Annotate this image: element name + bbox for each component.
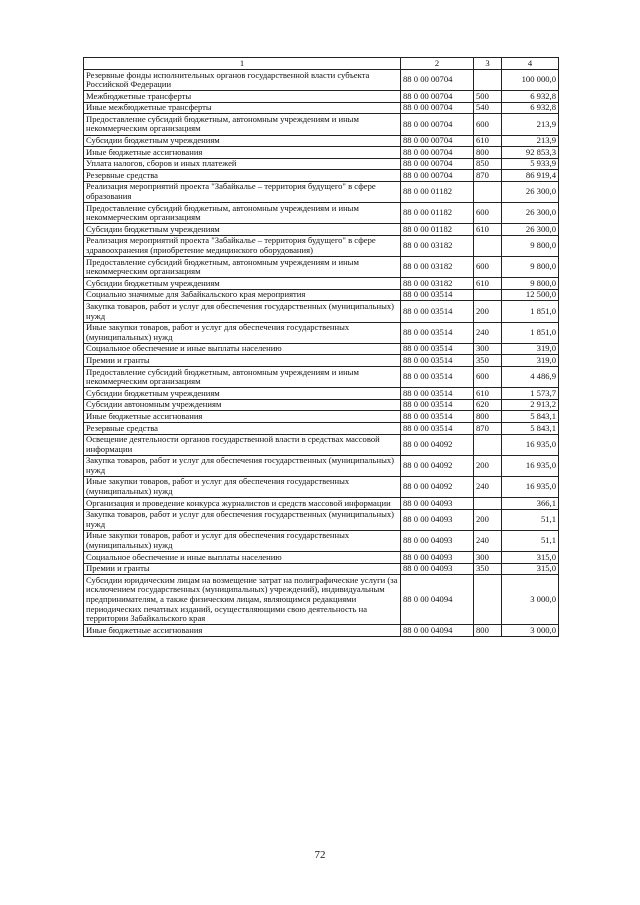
row-name-cell: Организация и проведение конкурса журналистов и средств массовой информации <box>84 498 401 510</box>
row-code-cell: 88 0 00 03514 <box>401 388 474 400</box>
row-code-cell: 88 0 00 00704 <box>401 102 474 114</box>
row-amount-cell: 16 935,0 <box>502 434 559 455</box>
table-row <box>84 70 559 91</box>
table-row <box>84 322 559 343</box>
row-type-cell: 620 <box>474 399 502 411</box>
row-name-cell: Резервные средства <box>84 423 401 435</box>
row-amount-cell: 213,9 <box>502 114 559 135</box>
row-type-cell: 200 <box>474 455 502 476</box>
row-name-cell: Социальное обеспечение и иные выплаты населению <box>84 552 401 564</box>
row-amount-cell: 6 932,8 <box>502 102 559 114</box>
row-name-cell: Социально значимые для Забайкальского края мероприятия <box>84 289 401 301</box>
row-code-cell: 88 0 00 01182 <box>401 181 474 202</box>
row-amount-cell: 9 800,0 <box>502 257 559 278</box>
row-code-cell: 88 0 00 04094 <box>401 625 474 637</box>
row-type-cell: 540 <box>474 102 502 114</box>
row-code-cell: 88 0 00 04092 <box>401 476 474 497</box>
table-row <box>84 552 559 564</box>
table-header-row <box>84 58 559 70</box>
row-name-cell: Предоставление субсидий бюджетным, автономным учреждениям и иным некоммерческим организациям <box>84 203 401 224</box>
row-name-cell: Иные межбюджетные трансферты <box>84 102 401 114</box>
row-amount-cell: 86 919,4 <box>502 170 559 182</box>
row-amount-cell: 5 843,1 <box>502 411 559 423</box>
row-amount-cell: 213,9 <box>502 135 559 147</box>
table-row <box>84 147 559 159</box>
row-code-cell: 88 0 00 01182 <box>401 203 474 224</box>
table-row <box>84 102 559 114</box>
row-type-cell: 500 <box>474 91 502 103</box>
row-amount-cell: 51,1 <box>502 509 559 530</box>
table-row <box>84 235 559 256</box>
row-code-cell: 88 0 00 03182 <box>401 235 474 256</box>
row-code-cell: 88 0 00 00704 <box>401 147 474 159</box>
row-type-cell: 350 <box>474 563 502 575</box>
row-type-cell <box>474 235 502 256</box>
row-code-cell: 88 0 00 03182 <box>401 257 474 278</box>
row-code-cell: 88 0 00 00704 <box>401 170 474 182</box>
row-type-cell: 800 <box>474 147 502 159</box>
row-type-cell: 610 <box>474 224 502 236</box>
row-code-cell: 88 0 00 04092 <box>401 455 474 476</box>
row-code-cell: 88 0 00 04093 <box>401 498 474 510</box>
column-header: 1 <box>84 58 401 70</box>
table-row <box>84 135 559 147</box>
table-row <box>84 509 559 530</box>
row-amount-cell: 315,0 <box>502 552 559 564</box>
row-code-cell: 88 0 00 04093 <box>401 509 474 530</box>
table-row <box>84 257 559 278</box>
row-amount-cell: 1 573,7 <box>502 388 559 400</box>
table-row <box>84 170 559 182</box>
row-type-cell <box>474 575 502 625</box>
row-code-cell: 88 0 00 04092 <box>401 434 474 455</box>
row-amount-cell: 5 933,9 <box>502 158 559 170</box>
row-type-cell: 600 <box>474 114 502 135</box>
row-name-cell: Иные бюджетные ассигнования <box>84 147 401 159</box>
row-name-cell: Резервные фонды исполнительных органов государственной власти субъекта Российской Федерации <box>84 70 401 91</box>
table-row <box>84 434 559 455</box>
row-amount-cell: 3 000,0 <box>502 575 559 625</box>
row-code-cell: 88 0 00 03514 <box>401 322 474 343</box>
table-row <box>84 355 559 367</box>
row-name-cell: Предоставление субсидий бюджетным, автономным учреждениям и иным некоммерческим организациям <box>84 114 401 135</box>
table-row <box>84 343 559 355</box>
row-name-cell: Освещение деятельности органов государственной власти в средствах массовой информации <box>84 434 401 455</box>
table-row <box>84 114 559 135</box>
row-name-cell: Резервные средства <box>84 170 401 182</box>
table-row <box>84 278 559 290</box>
table-row <box>84 91 559 103</box>
row-code-cell: 88 0 00 01182 <box>401 224 474 236</box>
table-row <box>84 476 559 497</box>
table-row <box>84 203 559 224</box>
row-code-cell: 88 0 00 03514 <box>401 289 474 301</box>
row-type-cell <box>474 70 502 91</box>
table-row <box>84 563 559 575</box>
row-code-cell: 88 0 00 03514 <box>401 423 474 435</box>
row-type-cell <box>474 498 502 510</box>
row-type-cell: 200 <box>474 509 502 530</box>
row-amount-cell: 26 300,0 <box>502 224 559 236</box>
row-name-cell: Межбюджетные трансферты <box>84 91 401 103</box>
table-row <box>84 181 559 202</box>
row-code-cell: 88 0 00 00704 <box>401 135 474 147</box>
row-type-cell: 800 <box>474 411 502 423</box>
row-amount-cell: 9 800,0 <box>502 278 559 290</box>
row-code-cell: 88 0 00 03514 <box>401 367 474 388</box>
row-type-cell: 350 <box>474 355 502 367</box>
row-type-cell: 240 <box>474 322 502 343</box>
row-type-cell <box>474 289 502 301</box>
row-name-cell: Премии и гранты <box>84 563 401 575</box>
row-code-cell: 88 0 00 03514 <box>401 343 474 355</box>
row-name-cell: Субсидии юридическим лицам на возмещение затрат на полиграфические услуги (за исключением государственных (муниципальных) учреждений), индивидуальным предпринимателям, а также физическим лицам, являющимся редакциями периодических печатных изданий, осуществляющими свою деятельность на территории Забайкальского края <box>84 575 401 625</box>
row-type-cell: 800 <box>474 625 502 637</box>
table-row <box>84 224 559 236</box>
row-type-cell: 600 <box>474 257 502 278</box>
row-name-cell: Реализация мероприятий проекта "Забайкалье – территория будущего" в сфере образования <box>84 181 401 202</box>
row-type-cell: 200 <box>474 301 502 322</box>
table-row <box>84 158 559 170</box>
row-code-cell: 88 0 00 03514 <box>401 411 474 423</box>
table-row <box>84 575 559 625</box>
row-type-cell <box>474 434 502 455</box>
row-amount-cell: 51,1 <box>502 530 559 551</box>
row-code-cell: 88 0 00 04093 <box>401 563 474 575</box>
row-code-cell: 88 0 00 00704 <box>401 158 474 170</box>
row-amount-cell: 1 851,0 <box>502 301 559 322</box>
row-code-cell: 88 0 00 04093 <box>401 552 474 564</box>
table-row <box>84 399 559 411</box>
table-row <box>84 388 559 400</box>
row-type-cell: 240 <box>474 530 502 551</box>
row-code-cell: 88 0 00 03182 <box>401 278 474 290</box>
row-type-cell: 610 <box>474 135 502 147</box>
row-code-cell: 88 0 00 03514 <box>401 355 474 367</box>
row-amount-cell: 2 913,2 <box>502 399 559 411</box>
row-name-cell: Закупка товаров, работ и услуг для обеспечения государственных (муниципальных) нужд <box>84 455 401 476</box>
table-row <box>84 530 559 551</box>
row-type-cell: 610 <box>474 388 502 400</box>
row-name-cell: Субсидии автономным учреждениям <box>84 399 401 411</box>
row-amount-cell: 6 932,8 <box>502 91 559 103</box>
row-amount-cell: 100 000,0 <box>502 70 559 91</box>
row-type-cell: 300 <box>474 343 502 355</box>
row-amount-cell: 16 935,0 <box>502 476 559 497</box>
row-name-cell: Закупка товаров, работ и услуг для обеспечения государственных (муниципальных) нужд <box>84 301 401 322</box>
row-name-cell: Субсидии бюджетным учреждениям <box>84 278 401 290</box>
row-amount-cell: 26 300,0 <box>502 181 559 202</box>
row-amount-cell: 3 000,0 <box>502 625 559 637</box>
column-header: 3 <box>474 58 502 70</box>
budget-table <box>83 57 559 637</box>
row-name-cell: Реализация мероприятий проекта "Забайкалье – территория будущего" в сфере здравоохранения (приобретение медицинского оборудования) <box>84 235 401 256</box>
column-header: 2 <box>401 58 474 70</box>
row-type-cell: 870 <box>474 170 502 182</box>
row-amount-cell: 319,0 <box>502 343 559 355</box>
row-name-cell: Предоставление субсидий бюджетным, автономным учреждениям и иным некоммерческим организациям <box>84 367 401 388</box>
row-type-cell: 870 <box>474 423 502 435</box>
row-type-cell: 600 <box>474 367 502 388</box>
row-name-cell: Иные закупки товаров, работ и услуг для обеспечения государственных (муниципальных) нужд <box>84 322 401 343</box>
row-type-cell: 600 <box>474 203 502 224</box>
row-type-cell: 610 <box>474 278 502 290</box>
table-row <box>84 301 559 322</box>
row-name-cell: Закупка товаров, работ и услуг для обеспечения государственных (муниципальных) нужд <box>84 509 401 530</box>
row-name-cell: Премии и гранты <box>84 355 401 367</box>
row-name-cell: Иные закупки товаров, работ и услуг для обеспечения государственных (муниципальных) нужд <box>84 530 401 551</box>
row-name-cell: Иные закупки товаров, работ и услуг для обеспечения государственных (муниципальных) нужд <box>84 476 401 497</box>
row-code-cell: 88 0 00 00704 <box>401 70 474 91</box>
page-number: 72 <box>314 849 326 861</box>
row-code-cell: 88 0 00 00704 <box>401 114 474 135</box>
row-amount-cell: 92 853,3 <box>502 147 559 159</box>
table-row <box>84 625 559 637</box>
row-amount-cell: 315,0 <box>502 563 559 575</box>
column-header: 4 <box>502 58 559 70</box>
row-code-cell: 88 0 00 03514 <box>401 399 474 411</box>
table-row <box>84 411 559 423</box>
row-code-cell: 88 0 00 04093 <box>401 530 474 551</box>
row-type-cell: 850 <box>474 158 502 170</box>
row-amount-cell: 319,0 <box>502 355 559 367</box>
row-amount-cell: 1 851,0 <box>502 322 559 343</box>
table-row <box>84 423 559 435</box>
row-amount-cell: 366,1 <box>502 498 559 510</box>
row-name-cell: Предоставление субсидий бюджетным, автономным учреждениям и иным некоммерческим организациям <box>84 257 401 278</box>
row-amount-cell: 4 486,9 <box>502 367 559 388</box>
row-name-cell: Субсидии бюджетным учреждениям <box>84 388 401 400</box>
table-row <box>84 455 559 476</box>
row-code-cell: 88 0 00 03514 <box>401 301 474 322</box>
row-name-cell: Субсидии бюджетным учреждениям <box>84 224 401 236</box>
row-amount-cell: 16 935,0 <box>502 455 559 476</box>
row-code-cell: 88 0 00 04094 <box>401 575 474 625</box>
row-code-cell: 88 0 00 00704 <box>401 91 474 103</box>
row-name-cell: Социальное обеспечение и иные выплаты населению <box>84 343 401 355</box>
row-type-cell <box>474 181 502 202</box>
row-name-cell: Иные бюджетные ассигнования <box>84 411 401 423</box>
table-row <box>84 367 559 388</box>
row-type-cell: 240 <box>474 476 502 497</box>
table-row <box>84 498 559 510</box>
row-amount-cell: 9 800,0 <box>502 235 559 256</box>
row-amount-cell: 12 500,0 <box>502 289 559 301</box>
row-amount-cell: 26 300,0 <box>502 203 559 224</box>
row-type-cell: 300 <box>474 552 502 564</box>
row-name-cell: Иные бюджетные ассигнования <box>84 625 401 637</box>
row-name-cell: Уплата налогов, сборов и иных платежей <box>84 158 401 170</box>
row-name-cell: Субсидии бюджетным учреждениям <box>84 135 401 147</box>
row-amount-cell: 5 843,1 <box>502 423 559 435</box>
table-row <box>84 289 559 301</box>
